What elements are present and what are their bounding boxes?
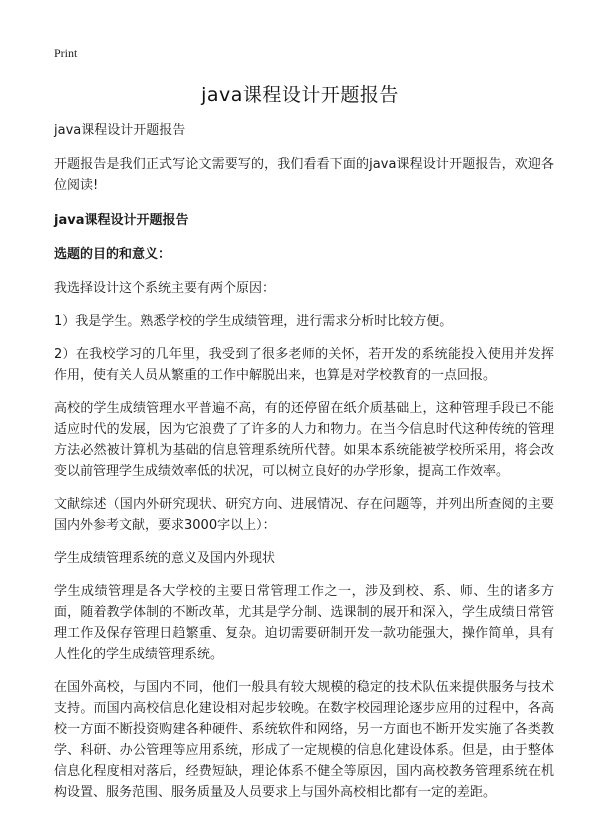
body-paragraph: 2）在我校学习的几年里，我受到了很多老师的关怀，若开发的系统能投入使用并发挥作用，使有关人员从繁重的工作中解脱出来，也算是对学校教育的一点回报。 [54, 347, 554, 383]
purpose-heading: 选题的目的和意义： [54, 247, 172, 262]
intro-paragraph: 开题报告是我们正式写论文需要写的，我们看看下面的java课程设计开题报告，欢迎各位阅读! [54, 157, 554, 193]
body-paragraph: 1）我是学生。熟悉学校的学生成绩管理，进行需求分析时比较方便。 [54, 314, 453, 329]
body-paragraph: 学生成绩管理是各大学校的主要日常管理工作之一，涉及到校、系、师、生的诸多方面，随着教学体制的不断改革，尤其是学分制、选课制的展开和深入，学生成绩日常管理工作及保存管理日趋繁重、复杂。迫切需要研制开发一款功能强大，操作简单，具有人性化的学生成绩管理系统。 [54, 584, 554, 662]
body-paragraph: 高校的学生成绩管理水平普遍不高，有的还停留在纸介质基础上，这种管理手段已不能适应时代的发展，因为它浪费了了许多的人力和物力。在当今信息时代这种传统的管理方法必然被计算机为基础的信息管理系统所代替。如果本系统能被学校所采用，将会改变以前管理学生成绩效率低的状况，可以树立良好的办学形象，提高工作效率。 [54, 401, 554, 479]
body-paragraph: 文献综述（国内外研究现状、研究方向、进展情况、存在问题等，并列出所查阅的主要国内外参考文献，要求3000字以上）： [54, 497, 554, 533]
page-title: java课程设计开题报告 [201, 84, 399, 106]
document-subtitle: java课程设计开题报告 [54, 123, 186, 138]
body-paragraph: 在国外高校，与国内不同，他们一般具有较大规模的稳定的技术队伍来提供服务与技术支持。而国内高校信息化建设相对起步较晚。在数字校园理论逐步应用的过程中，各高校一方面不断投资购建各种硬件、系统软件和网络，另一方面也不断开发实施了各类教学、科研、办公管理等应用系统，形成了一定规模的信息化建设体系。但是，由于整体信息化程度相对落后，经费短缺，理论体系不健全等原因，国内高校教务管理系统在机构设置、服务范围、服务质量及人员要求上与国外高校相比都有一定的差距。 [54, 680, 554, 800]
body-paragraph: 我选择设计这个系统主要有两个原因： [54, 281, 276, 296]
section-heading: java课程设计开题报告 [54, 213, 189, 228]
body-paragraph: 学生成绩管理系统的意义及国内外现状 [54, 551, 276, 566]
print-link[interactable]: Print [54, 46, 78, 60]
document-body [54, 120, 554, 815]
